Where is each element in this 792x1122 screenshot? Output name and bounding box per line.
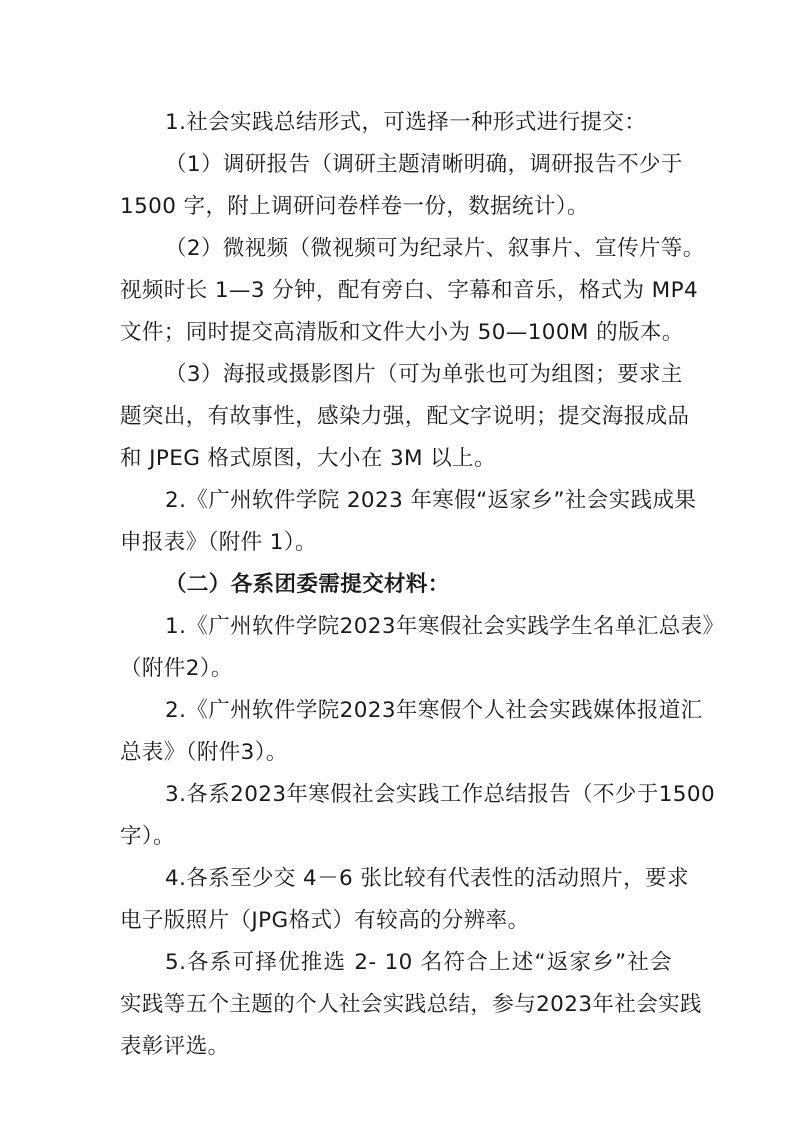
text-line: 和 JPEG 格式原图，大小在 3M 以上。 <box>120 446 496 471</box>
text-line: 1.社会实践总结形式，可选择一种形式进行提交： <box>165 110 647 135</box>
text-line: （1）调研报告（调研主题清晰明确，调研报告不少于 <box>165 152 683 177</box>
text-line: 4.各系至少交 4－6 张比较有代表性的活动照片，要求 <box>165 866 689 891</box>
text-line: 表彰评选。 <box>120 1034 230 1059</box>
text-line: 题突出，有故事性，感染力强，配文字说明；提交海报成品 <box>120 404 690 429</box>
text-line: 总表》（附件3）。 <box>120 740 288 765</box>
text-line: （3）海报或摄影图片（可为单张也可为组图；要求主 <box>165 362 683 387</box>
text-line: 字）。 <box>120 824 175 849</box>
section-heading: （二）各系团委需提交材料： <box>165 572 450 597</box>
text-line: 2.《广州软件学院 2023 年寒假“返家乡”社会实践成果 <box>165 488 697 513</box>
text-line: 1.《广州软件学院2023年寒假社会实践学生名单汇总表》 <box>165 614 725 639</box>
text-line: （2）微视频（微视频可为纪录片、叙事片、宣传片等。 <box>165 236 705 261</box>
text-line: 2.《广州软件学院2023年寒假个人社会实践媒体报道汇 <box>165 698 703 723</box>
text-line: 实践等五个主题的个人社会实践总结，参与2023年社会实践 <box>120 992 702 1017</box>
text-line: 电子版照片（JPG格式）有较高的分辨率。 <box>120 908 530 933</box>
text-line: 文件；同时提交高清版和文件大小为 50—100M 的版本。 <box>120 320 684 345</box>
text-line: 1500 字，附上调研问卷样卷一份，数据统计）。 <box>120 194 589 219</box>
text-line: （附件2）。 <box>120 656 233 681</box>
text-line: 5.各系可择优推选 2- 10 名符合上述“返家乡”社会 <box>165 950 672 975</box>
text-line: 申报表》（附件 1）。 <box>120 530 317 555</box>
text-line: 3.各系2023年寒假社会实践工作总结报告（不少于1500 <box>165 782 716 807</box>
text-line: 视频时长 1—3 分钟，配有旁白、字幕和音乐，格式为 MP4 <box>120 278 699 303</box>
